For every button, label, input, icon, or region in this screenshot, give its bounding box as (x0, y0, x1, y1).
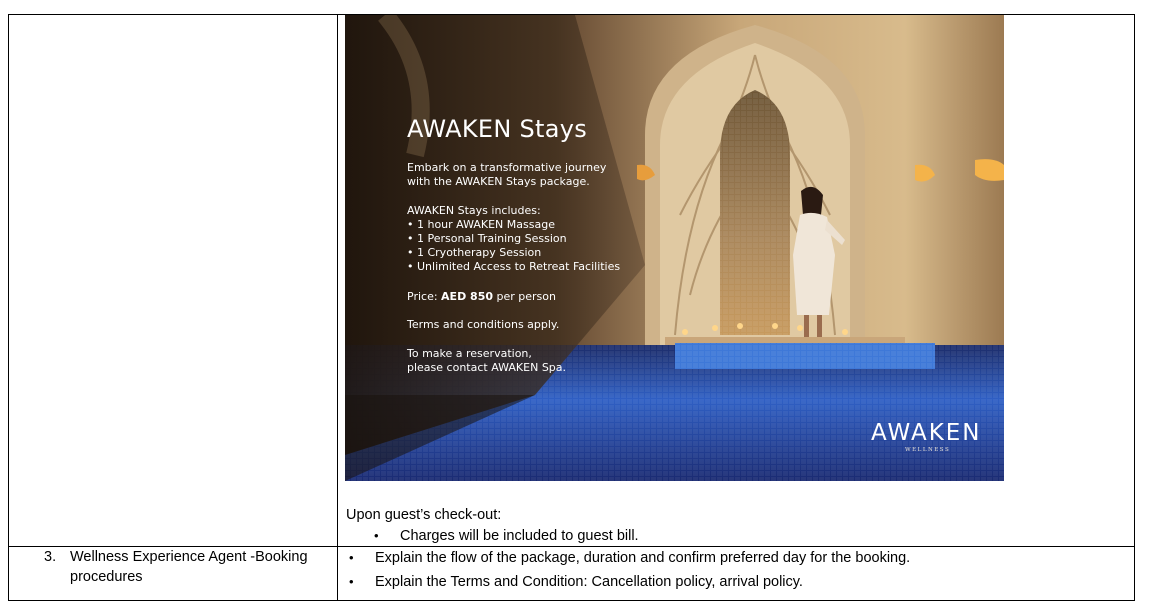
promo-intro-line-2: with the AWAKEN Stays package. (407, 175, 590, 188)
table-column-divider (337, 14, 338, 601)
promo-include-item: • Unlimited Access to Retreat Facilities (407, 260, 621, 273)
row-number: 3. (44, 549, 57, 565)
promo-price (407, 290, 556, 304)
awaken-logo-subtext: WELLNESS (905, 447, 951, 453)
promo-includes-heading: AWAKEN Stays includes: (407, 204, 541, 217)
table-row-divider (8, 546, 1135, 547)
awaken-logo: AWAKEN (871, 420, 982, 446)
procedure-item: Explain the flow of the package, duration and confirm preferred day for the booking. (375, 550, 911, 566)
promo-include-item: • 1 Personal Training Session (407, 232, 567, 245)
checkout-item: Charges will be included to guest bill. (400, 528, 639, 544)
promo-include-item: • 1 hour AWAKEN Massage (407, 218, 555, 231)
row-title-line-2: procedures (70, 569, 143, 585)
promo-price-amount: AED 850 (441, 290, 493, 303)
bullet-icon: • (374, 528, 379, 543)
promo-price-label: Price: (407, 290, 442, 303)
procedure-item: Explain the Terms and Condition: Cancellation policy, arrival policy. (375, 574, 803, 590)
row-title-line-1: Wellness Experience Agent -Booking (70, 549, 308, 565)
promo-title: AWAKEN Stays (407, 115, 588, 143)
promo-price-suffix: per person (493, 290, 556, 303)
bullet-icon: • (349, 550, 354, 565)
bullet-icon: • (349, 574, 354, 589)
promo-include-item: • 1 Cryotherapy Session (407, 246, 542, 259)
checkout-heading: Upon guest’s check-out: (346, 507, 502, 523)
promo-reservation-line-1: To make a reservation, (407, 347, 532, 360)
promo-reservation-line-2: please contact AWAKEN Spa. (407, 361, 567, 374)
promo-terms: Terms and conditions apply. (407, 318, 560, 331)
awaken-stays-promo-image (345, 15, 1004, 481)
promo-intro-line-1: Embark on a transformative journey (407, 161, 607, 174)
